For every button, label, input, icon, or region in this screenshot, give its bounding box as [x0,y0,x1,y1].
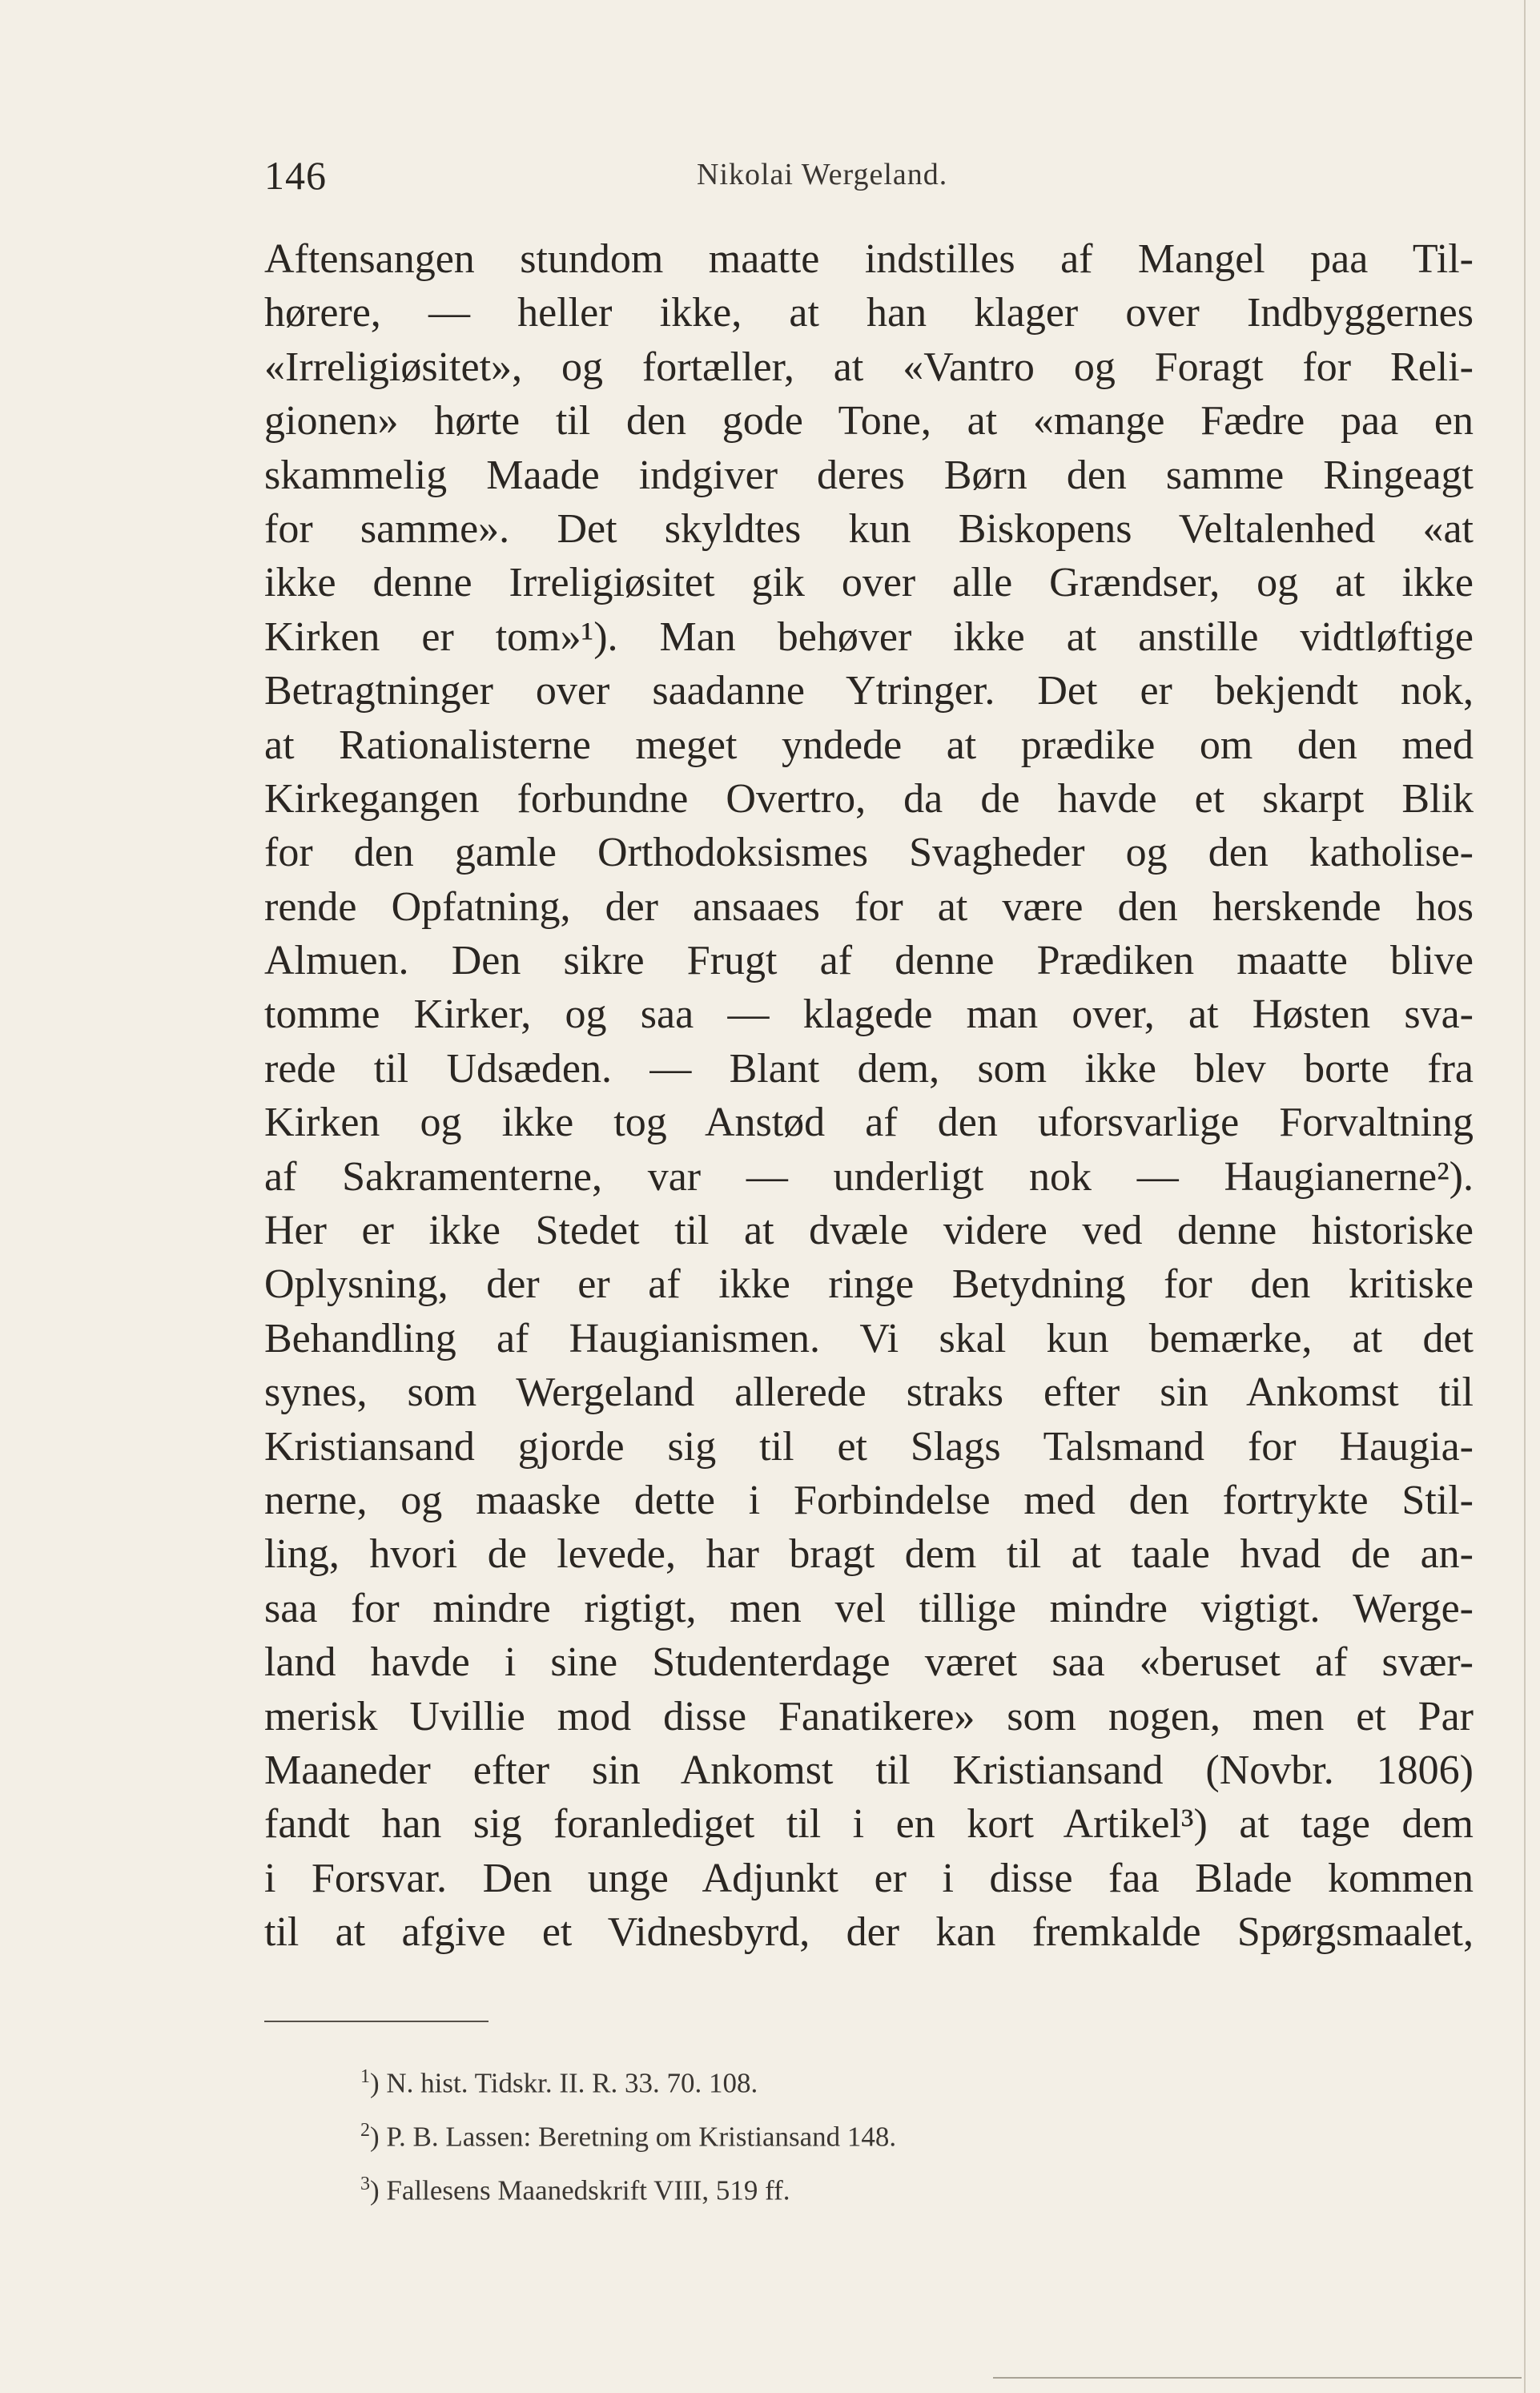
footnote [360,2158,1321,2211]
text-line: «Irreligiøsitet», og fortæller, at «Vantro og Foragt for Reli- [264,344,1474,390]
body-text [264,232,1474,1960]
text-line: rede til Udsæden. — Blant dem, som ikke blev borte fra [264,1045,1474,1092]
text-line: hørere, — heller ikke, at han klager over Indbyggernes [264,290,1474,336]
text-line: af Sakramenterne, var — underligt nok — Haugianerne²). [264,1153,1474,1200]
text-line: Maaneder efter sin Ankomst til Kristiansand (Novbr. 1806) [264,1747,1474,1793]
text-line: i Forsvar. Den unge Adjunkt er i disse faa Blade kommen [264,1855,1474,1901]
text-line: Kirken og ikke tog Anstød af den uforsvarlige Forvaltning [264,1100,1474,1146]
text-line: tomme Kirker, og saa — klagede man over, at Høsten sva- [264,991,1474,1038]
text-line: for den gamle Orthodoksismes Svagheder og den katholise- [264,830,1474,876]
page-number: 146 [264,153,327,198]
text-line: ikke denne Irreligiøsitet gik over alle Grændser, og at ikke [264,560,1474,606]
text-line: Kirkegangen forbundne Overtro, da de havde et skarpt Blik [264,775,1474,822]
footnote-text: ) P. B. Lassen: Beretning om Kristiansand 148. [370,2121,897,2153]
footnotes [360,2050,1321,2211]
footnote-mark: 1 [360,2066,370,2087]
text-line: Betragtninger over saadanne Ytringer. Det er bekjendt nok, [264,668,1474,714]
text-line: saa for mindre rigtigt, men vel tillige mindre vigtigt. Werge- [264,1585,1474,1631]
text-line: land havde i sine Studenterdage været saa «beruset af svær- [264,1639,1474,1686]
footnote-mark: 3 [360,2174,370,2194]
text-line: skammelig Maade indgiver deres Børn den samme Ringeagt [264,452,1474,498]
text-line: merisk Uvillie mod disse Fanatikere» som nogen, men et Par [264,1693,1474,1739]
footnote [360,2050,1321,2104]
text-line: at Rationalisterne meget yndede at prædike om den med [264,722,1474,768]
text-line: fandt han sig foranlediget til i en kort Artikel³) at tage dem [264,1801,1474,1848]
footnote [360,2104,1321,2158]
text-line: til at afgive et Vidnesbyrd, der kan fremkalde Spørgsmaalet, [264,1909,1474,1956]
text-line: Behandling af Haugianismen. Vi skal kun bemærke, at det [264,1315,1474,1361]
page-bottom-edge [993,2377,1522,2379]
footnote-text: ) Fallesens Maanedskrift VIII, 519 ff. [370,2174,790,2206]
footnote-mark: 2 [360,2120,370,2141]
text-line: nerne, og maaske dette i Forbindelse med den fortrykte Stil- [264,1477,1474,1523]
page-edge [1524,0,1526,2393]
text-line: Kristiansand gjorde sig til et Slags Talsmand for Haugia- [264,1423,1474,1470]
text-line: Her er ikke Stedet til at dvæle videre ved denne historiske [264,1208,1474,1254]
page-header [264,152,1490,208]
running-title: Nikolai Wergeland. [697,158,948,191]
text-line: Oplysning, der er af ikke ringe Betydning for den kritiske [264,1261,1474,1308]
footnote-text: ) N. hist. Tidskr. II. R. 33. 70. 108. [370,2067,758,2099]
text-line: Kirken er tom»¹). Man behøver ikke at anstille vidtløftige [264,613,1474,660]
text-line: gionen» hørte til den gode Tone, at «mange Fædre paa en [264,398,1474,444]
text-line: rende Opfatning, der ansaaes for at være den herskende hos [264,883,1474,930]
text-line: Aftensangen stundom maatte indstilles af Mangel paa Til- [264,236,1474,282]
text-line: Almuen. Den sikre Frugt af denne Prædiken maatte blive [264,938,1474,984]
text-line: for samme». Det skyldtes kun Biskopens Veltalenhed «at [264,505,1474,552]
text-line: synes, som Wergeland allerede straks efter sin Ankomst til [264,1369,1474,1416]
text-line: ling, hvori de levede, har bragt dem til at taale hvad de an- [264,1531,1474,1578]
footnote-divider [264,2021,489,2022]
